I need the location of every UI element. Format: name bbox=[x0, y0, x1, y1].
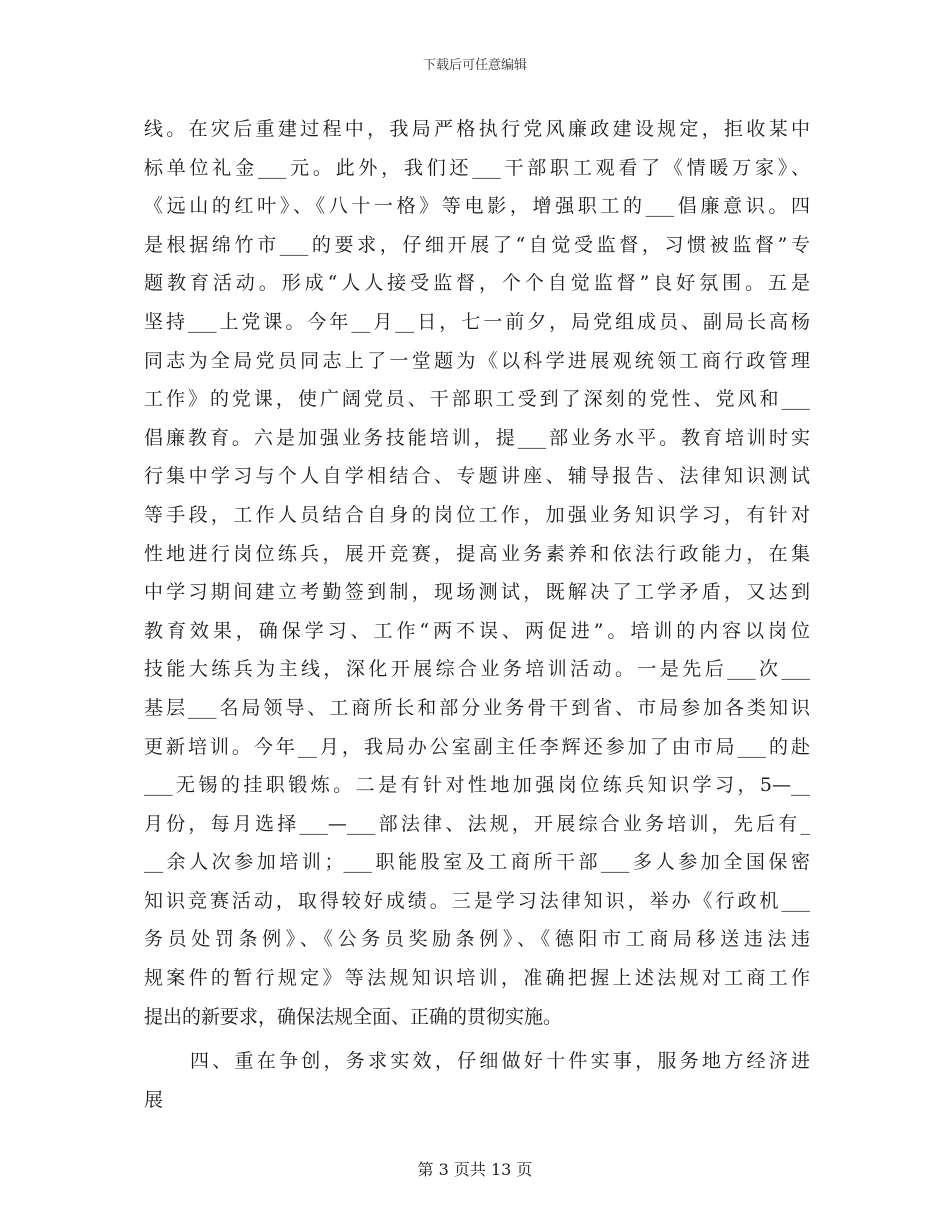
body-line: 题教育活动。形成“人人接受监督，个个自觉监督”良好氛围。五是 bbox=[144, 272, 810, 295]
body-line: 标单位礼金___元。此外，我们还___干部职工观看了《情暖万家》、 bbox=[144, 156, 810, 179]
body-line: 基层___名局领导、工商所长和部分业务骨干到省、市局参加各类知识 bbox=[144, 696, 810, 719]
body-line: __余人次参加培训；___职能股室及工商所干部___多人参加全国保密 bbox=[144, 851, 810, 874]
document-body bbox=[144, 110, 810, 1119]
section-heading-continuation: 展 bbox=[144, 1088, 164, 1111]
body-line: 中学习期间建立考勤签到制，现场测试，既解决了工学矛盾，又达到 bbox=[144, 581, 810, 604]
body-line: 线。在灾后重建过程中，我局严格执行党风廉政建设规定，拒收某中 bbox=[144, 118, 810, 140]
body-line: 务员处罚条例》、《公务员奖励条例》、《德阳市工商局移送违法违 bbox=[144, 928, 810, 951]
body-line: 同志为全局党员同志上了一堂题为《以科学进展观统领工商行政管理 bbox=[144, 349, 810, 372]
page-header: 下载后可任意编辑 bbox=[422, 58, 527, 73]
body-line: 工作》的党课，使广阔党员、干部职工受到了深刻的党性、党风和___ bbox=[144, 388, 810, 411]
body-line: 《远山的红叶》、《八十一格》等电影，增强职工的___倡廉意识。四 bbox=[144, 195, 810, 218]
body-line: 性地进行岗位练兵，展开竞赛，提高业务素养和依法行政能力，在集 bbox=[144, 542, 810, 565]
body-line: 是根据绵竹市___的要求，仔细开展了“自觉受监督，习惯被监督”专 bbox=[144, 233, 810, 256]
body-line: 知识竞赛活动，取得较好成绩。三是学习法律知识，举办《行政机___ bbox=[144, 889, 810, 912]
body-line: ___无锡的挂职锻炼。二是有针对性地加强岗位练兵知识学习，5—__ bbox=[144, 774, 810, 797]
body-line: 教育效果，确保学习、工作“两不误、两促进”。培训的内容以岗位 bbox=[144, 619, 810, 642]
body-line: 提出的新要求，确保法规全面、正确的贯彻实施。 bbox=[144, 1005, 563, 1028]
page-footer: 第 3 页共 13 页 bbox=[417, 1160, 533, 1179]
body-line: 坚持___上党课。今年__月__日，七一前夕，局党组成员、副局长高杨 bbox=[144, 310, 810, 333]
body-line: 月份，每月选择___—___部法律、法规，开展综合业务培训，先后有_ bbox=[144, 812, 810, 835]
body-line: 更新培训。今年__月，我局办公室副主任李辉还参加了由市局___的赴 bbox=[144, 735, 810, 758]
body-line: 行集中学习与个人自学相结合、专题讲座、辅导报告、法律知识测试 bbox=[144, 465, 810, 488]
section-heading: 四、重在争创，务求实效，仔细做好十件实事，服务地方经济进 bbox=[190, 1050, 810, 1073]
body-line: 倡廉教育。六是加强业务技能培训，提___部业务水平。教育培训时实 bbox=[144, 426, 810, 449]
body-line: 技能大练兵为主线，深化开展综合业务培训活动。一是先后___次___ bbox=[144, 658, 810, 681]
body-line: 规案件的暂行规定》等法规知识培训，准确把握上述法规对工商工作 bbox=[144, 967, 810, 990]
body-line: 等手段，工作人员结合自身的岗位工作，加强业务知识学习，有针对 bbox=[144, 503, 810, 526]
